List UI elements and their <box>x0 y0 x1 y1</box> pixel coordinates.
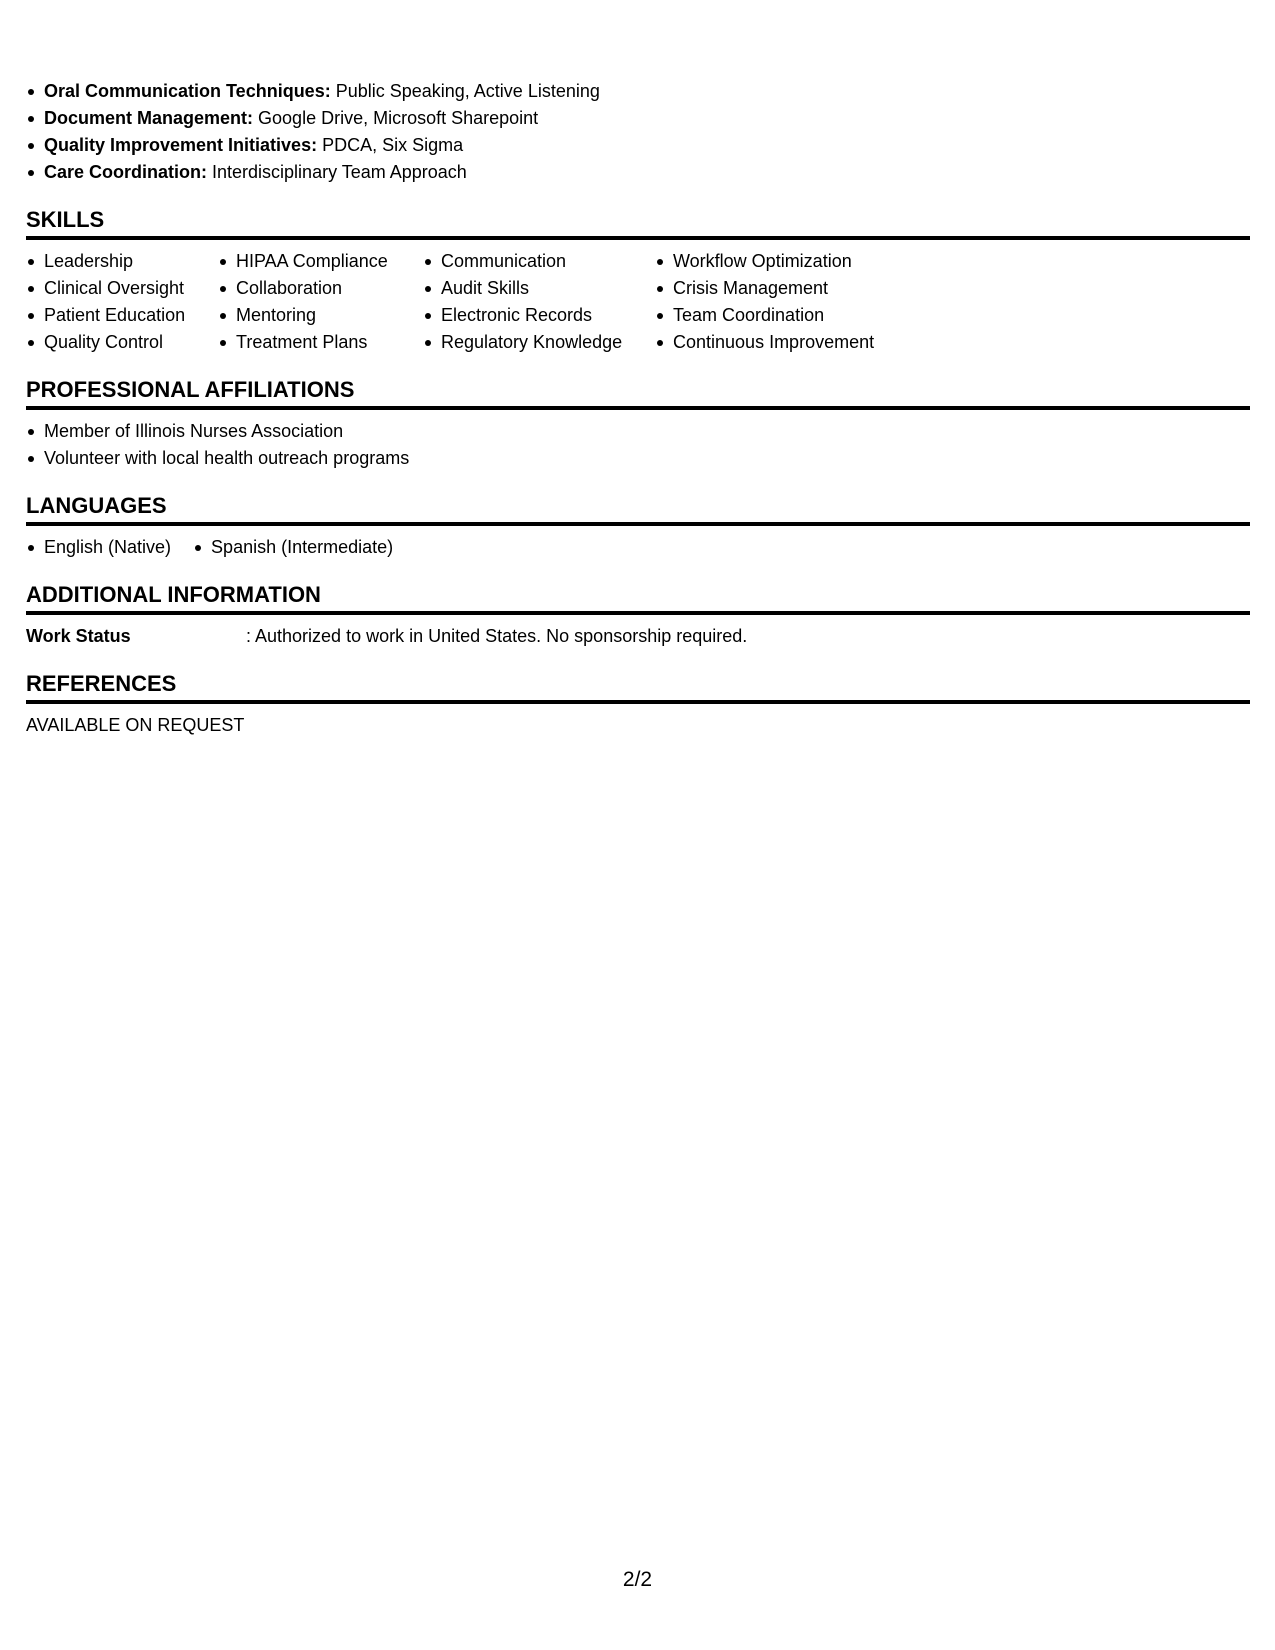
skill-item: Crisis Management <box>655 275 874 302</box>
skill-item: Collaboration <box>218 275 401 302</box>
skills-grid <box>26 248 1250 356</box>
skill-item: Electronic Records <box>423 302 633 329</box>
list-item <box>26 159 1250 186</box>
item-label: Care Coordination: <box>44 162 208 182</box>
item-value: PDCA, Six Sigma <box>317 135 464 155</box>
list-item <box>26 105 1250 132</box>
skill-item: Clinical Oversight <box>26 275 196 302</box>
resume-page <box>26 78 1250 739</box>
item-value: Interdisciplinary Team Approach <box>207 162 467 182</box>
affiliation-item: Volunteer with local health outreach programs <box>26 445 1250 472</box>
work-status-value: : Authorized to work in United States. No sponsorship required. <box>246 626 748 646</box>
language-item: Spanish (Intermediate) <box>193 534 393 561</box>
item-label: Quality Improvement Initiatives: <box>44 135 318 155</box>
languages-list <box>26 534 1250 561</box>
skill-item: Regulatory Knowledge <box>423 329 633 356</box>
work-status-label: Work Status <box>26 626 131 646</box>
skills-column <box>423 248 633 356</box>
tools-list <box>26 78 1250 186</box>
skill-item: Treatment Plans <box>218 329 401 356</box>
affiliations-list <box>26 418 1250 472</box>
item-value: Google Drive, Microsoft Sharepoint <box>253 108 539 128</box>
skill-item: HIPAA Compliance <box>218 248 401 275</box>
skill-item: Communication <box>423 248 633 275</box>
references-text: AVAILABLE ON REQUEST <box>26 715 245 735</box>
skills-heading: SKILLS <box>26 206 1250 240</box>
item-value: Public Speaking, Active Listening <box>330 81 600 101</box>
skill-item: Audit Skills <box>423 275 633 302</box>
skill-item: Continuous Improvement <box>655 329 874 356</box>
skill-item: Team Coordination <box>655 302 874 329</box>
skill-item: Quality Control <box>26 329 196 356</box>
affiliations-heading: PROFESSIONAL AFFILIATIONS <box>26 376 1250 410</box>
list-item <box>26 132 1250 159</box>
list-item <box>26 78 1250 105</box>
skill-item: Workflow Optimization <box>655 248 874 275</box>
page-number: 2/2 <box>622 1568 653 1591</box>
skill-item: Leadership <box>26 248 196 275</box>
skill-item: Mentoring <box>218 302 401 329</box>
skills-column <box>26 248 196 356</box>
languages-heading: LANGUAGES <box>26 492 1250 526</box>
item-label: Oral Communication Techniques: <box>44 81 331 101</box>
additional-info-heading: ADDITIONAL INFORMATION <box>26 581 1250 615</box>
skills-column <box>655 248 874 356</box>
affiliation-item: Member of Illinois Nurses Association <box>26 418 1250 445</box>
language-item: English (Native) <box>26 534 171 561</box>
work-status-row <box>26 623 1250 650</box>
item-label: Document Management: <box>44 108 254 128</box>
references-heading: REFERENCES <box>26 670 1250 704</box>
skill-item: Patient Education <box>26 302 196 329</box>
skills-column <box>218 248 401 356</box>
